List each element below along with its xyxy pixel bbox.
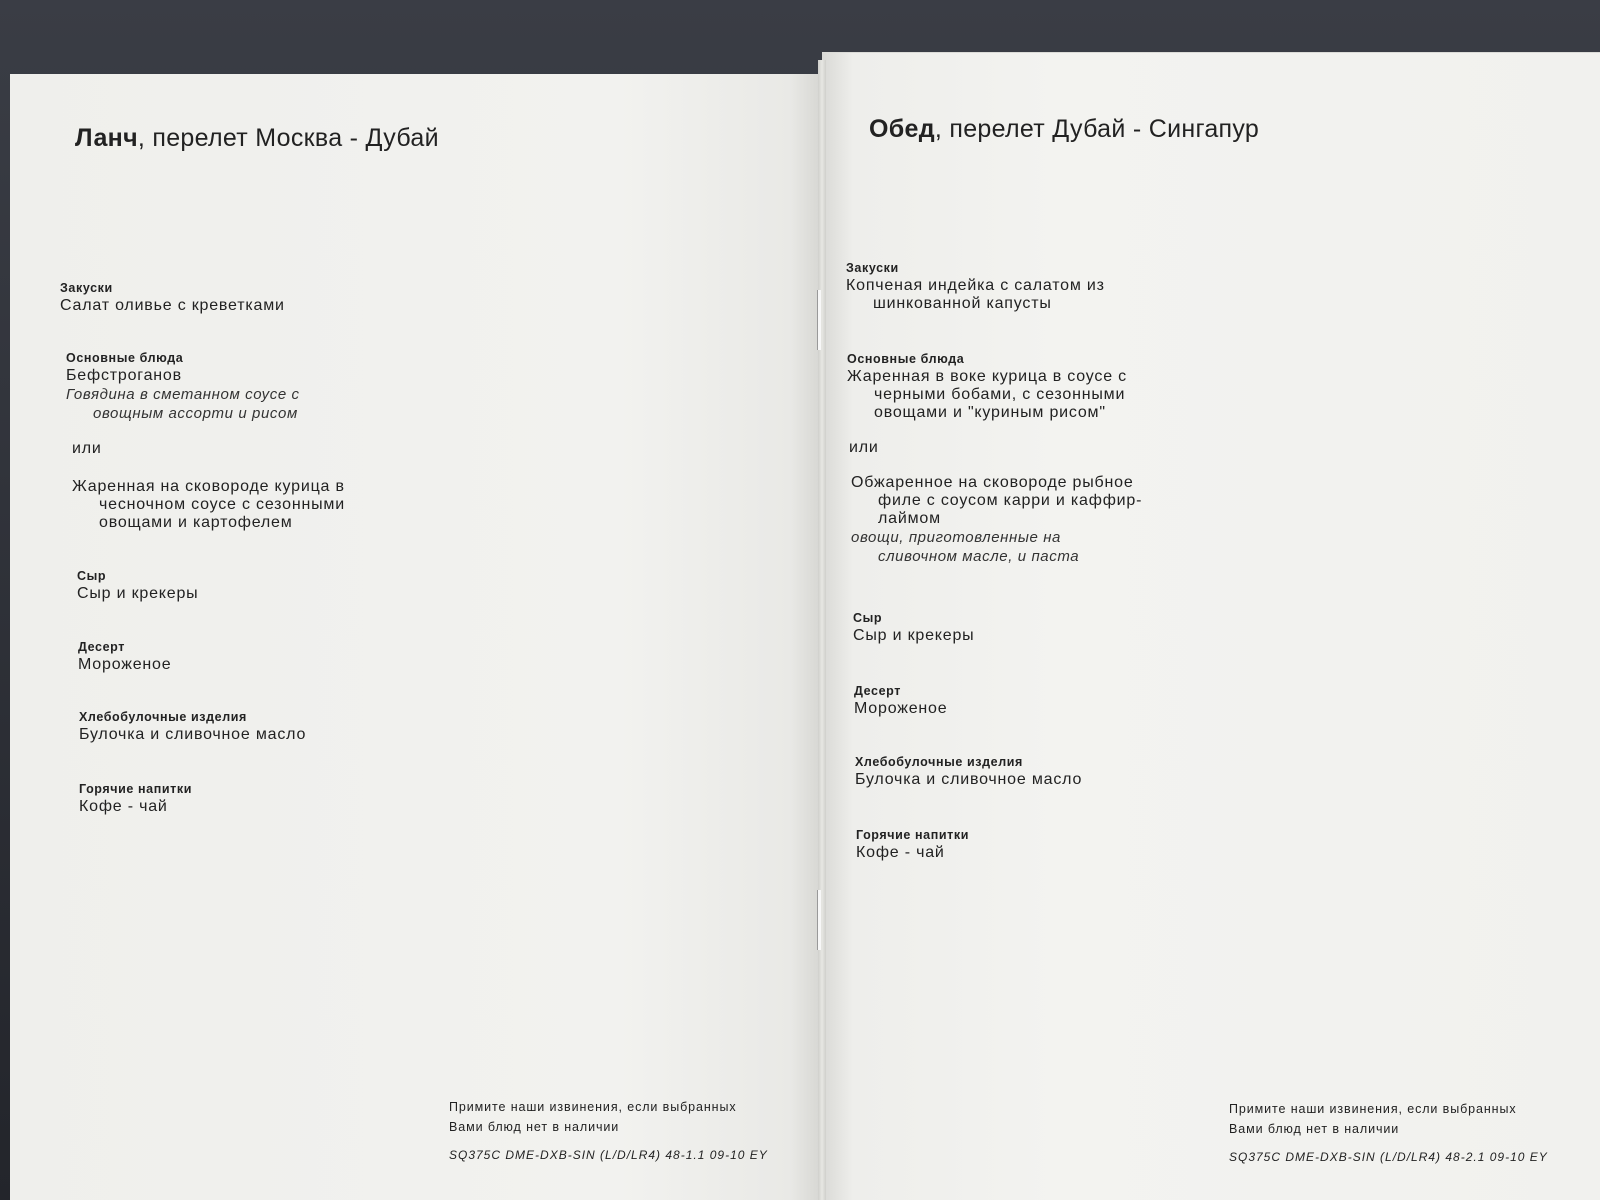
menu-item: черными бобами, с сезонными [874,386,1126,403]
menu-item: овощами и "куриным рисом" [874,404,1106,421]
menu-item: овощами и картофелем [99,514,293,531]
menu-item: Бефстроганов [66,367,182,384]
menu-item-note: сливочном масле, и паста [878,548,1080,565]
section-heading: Горячие напитки [856,828,970,842]
section-heading: Сыр [853,611,883,625]
menu-item: Булочка и сливочное масло [79,726,307,743]
menu-item: Салат оливье с креветками [60,297,285,314]
menu-item: Мороженое [854,700,948,717]
menu-item: Обжаренное на сковороде рыбное [851,474,1134,491]
menu-item-note: овощи, приготовленные на [851,529,1061,546]
menu-item: шинкованной капусты [873,295,1052,312]
menu-item: Жаренная на сковороде курица в [72,478,345,495]
title-rest: , перелет Москва - Дубай [137,124,439,152]
title-bold: Обед [869,115,935,143]
menu-item-note: Говядина в сметанном соусе с [66,386,300,403]
section-bread-left [79,710,306,744]
page-title-right [869,115,1259,144]
menu-code: SQ375C DME-DXB-SIN (L/D/LR4) 48-1.1 09-10 EY [449,1148,768,1162]
section-appetizers-right [846,261,1105,313]
menu-item: филе с соусом карри и каффир- [878,492,1143,509]
section-cheese-right [853,611,974,645]
footer-apology: Примите наши извинения, если выбранных [449,1100,737,1114]
or-separator: или [72,440,102,457]
section-drinks-left [79,782,192,816]
footer-apology: Вами блюд нет в наличии [449,1120,620,1134]
menu-spine [818,60,826,1200]
title-rest: , перелет Дубай - Сингапур [934,115,1260,143]
section-heading: Хлебобулочные изделия [855,755,1023,769]
section-appetizers-left [60,281,285,315]
or-separator: или [849,439,879,456]
footer-apology: Примите наши извинения, если выбранных [1229,1102,1517,1116]
menu-item: Жаренная в воке курица в соусе с [847,368,1127,385]
menu-code: SQ375C DME-DXB-SIN (L/D/LR4) 48-2.1 09-10 EY [1229,1150,1548,1164]
section-heading: Десерт [854,684,901,698]
section-cheese-left [77,569,198,603]
section-heading: Основные блюда [847,352,965,366]
binding-stitch [817,890,821,950]
menu-item: Булочка и сливочное масло [855,771,1083,788]
section-dessert-right [854,684,947,718]
section-heading: Закуски [60,281,113,295]
menu-item: Мороженое [78,656,172,673]
section-bread-right [855,755,1082,789]
section-heading: Основные блюда [66,351,184,365]
section-heading: Горячие напитки [79,782,193,796]
page-title-left [75,124,439,153]
footer-right [1229,1099,1548,1167]
menu-item: Кофе - чай [79,798,168,815]
menu-item-note: овощным ассорти и рисом [93,405,298,422]
section-mains-left [66,351,345,532]
section-mains-right [847,352,1142,566]
menu-item: Кофе - чай [856,844,945,861]
section-heading: Закуски [846,261,899,275]
section-heading: Десерт [78,640,125,654]
section-drinks-right [856,828,969,862]
footer-left [449,1097,768,1165]
menu-item: чесночном соусе с сезонными [99,496,345,513]
menu-item: лаймом [878,510,941,527]
section-dessert-left [78,640,171,674]
binding-stitch [817,290,821,350]
title-bold: Ланч [75,124,138,152]
footer-apology: Вами блюд нет в наличии [1229,1122,1400,1136]
section-heading: Хлебобулочные изделия [79,710,247,724]
menu-item: Сыр и крекеры [77,585,199,602]
menu-item: Копченая индейка с салатом из [846,277,1105,294]
section-heading: Сыр [77,569,107,583]
menu-item: Сыр и крекеры [853,627,975,644]
menu-page-left [10,74,822,1200]
